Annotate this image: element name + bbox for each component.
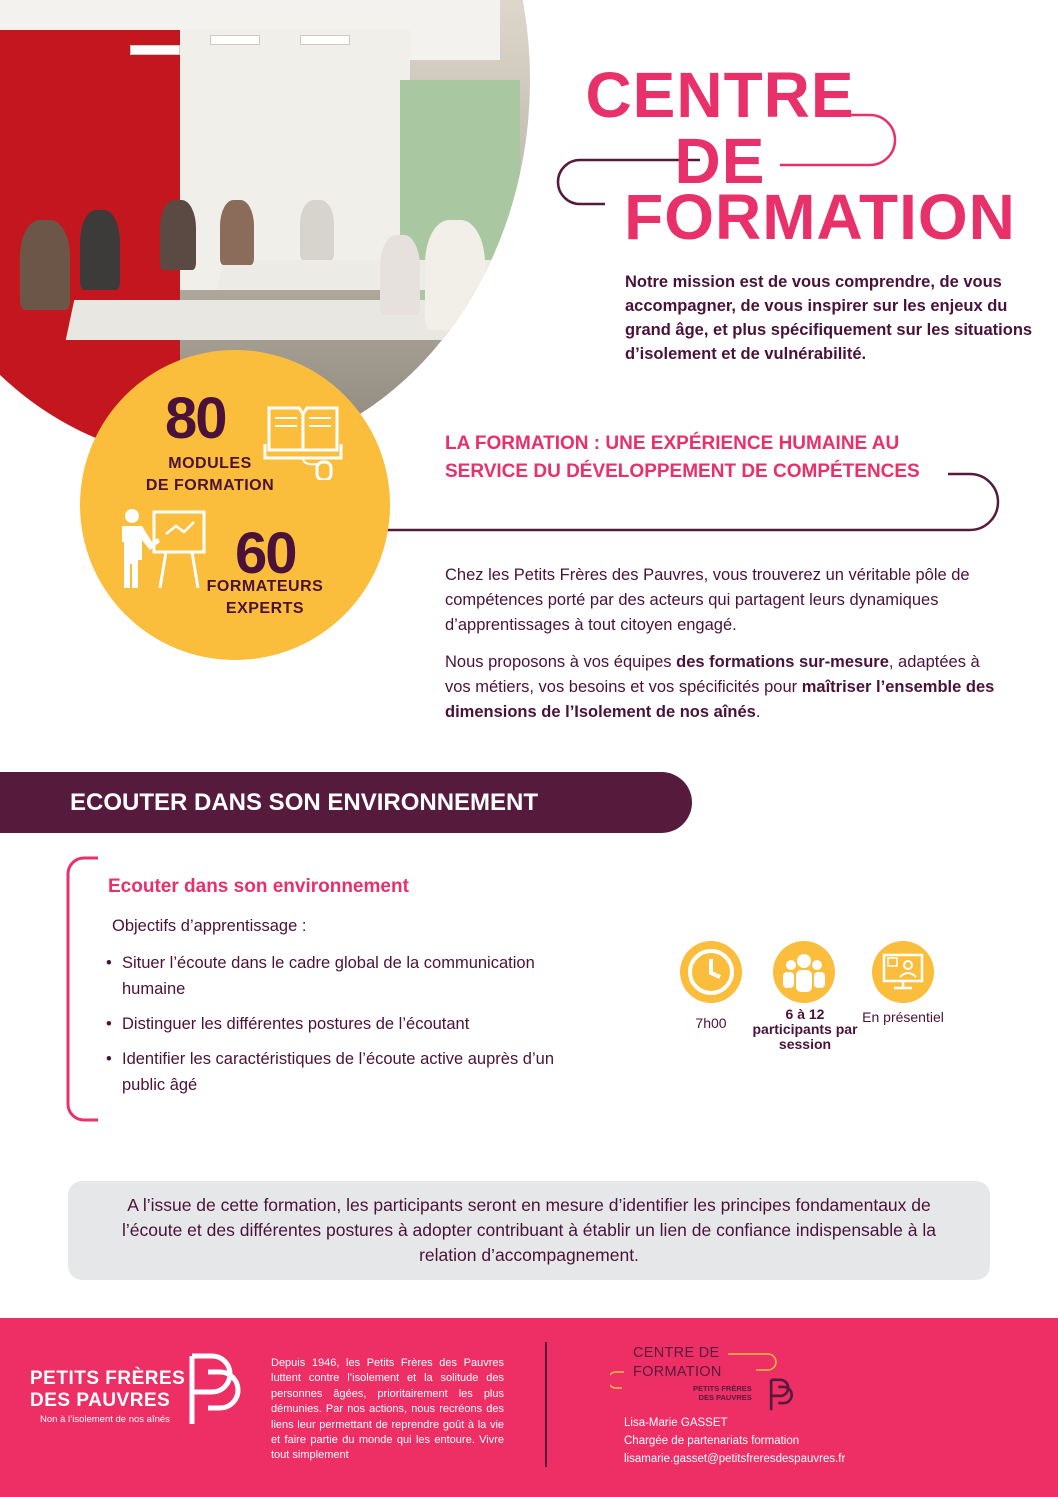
trainers-label-line2: EXPERTS [225,600,305,617]
pfp-logo-icon [186,1352,242,1428]
contact-name: Lisa-Marie GASSET [624,1417,728,1429]
footer-brand [30,1368,185,1412]
footer-tagline: Non à l’isolement de nos aînés [40,1414,170,1425]
contact-role: Chargée de partenariats formation [624,1435,800,1447]
objectives-list [106,950,586,1107]
page-title-line2: DE [674,125,766,197]
footer-mini-brand-line1: PETITS FRÈRES [693,1384,752,1393]
intro-paragraph-1: Chez les Petits Frères des Pauvres, vous trouverez un véritable pôle de compétences porté par des acteurs qui partagent leurs dynamiques d’apprentissages à tout citoyen engagé. [445,566,970,634]
list-item: • Identifier les caractéristiques de l’écoute active auprès d’un public âgé [106,1046,586,1098]
stats-circle [80,350,390,660]
list-item: • Distinguer les différentes postures de l’écoutant [106,1011,586,1037]
participants-label: 6 à 12 participants par session [752,1006,858,1052]
footer-mini-brand [693,1384,752,1402]
page-title: CENTRE [585,59,855,131]
course-title: Ecouter dans son environnement [108,876,409,897]
trainers-count: 60 [235,521,296,586]
modules-label-line2: DE FORMATION [145,477,275,494]
footer-centre-line1: CENTRE DE [633,1345,720,1361]
clock-icon [680,941,742,1003]
section-subtitle: LA FORMATION : UNE EXPÉRIENCE HUMAINE AU SERVICE DU DÉVELOPPEMENT DE COMPÉTENCES [445,433,920,482]
footer-contact [624,1414,845,1468]
footer-brand-line1: PETITS FRÈRES [30,1368,186,1389]
contact-email[interactable]: lisamarie.gasset@petitsfreresdespauvres.fr [624,1453,846,1465]
page-title-line3: FORMATION [624,181,1016,253]
modules-count: 80 [165,386,226,451]
mission-statement: Notre mission est de vous comprendre, de vous accompagner, de vous inspirer sur les enjeux du grand âge, et plus spécifiquement sur les situations d’isolement et de vulnérabilité. [625,273,1033,363]
objectives-label: Objectifs d’apprentissage : [112,917,307,935]
format-label: En présentiel [862,1009,944,1025]
group-icon [773,941,835,1003]
footer-brand-line2: DES PAUVRES [30,1390,171,1411]
duration-label: 7h00 [695,1015,727,1031]
trainers-label [190,576,340,620]
footer-divider [545,1342,547,1467]
footer-about: Depuis 1946, les Petits Frères des Pauvres luttent contre l’isolement et la solitude des personnes âgées, prioritairement les plus démunies. Par nos actions, nous recréons des liens leur permettant de reprendre goût à la vie et faire partie du monde qui les entoure. Vivre tout simplement [271,1357,504,1462]
list-item: • Situer l’écoute dans le cadre global de la communication humaine [106,950,586,1002]
book-mouse-icon [263,400,343,480]
result-box: A l’issue de cette formation, les participants seront en mesure d’identifier les principes fondamentaux de l’écoute et des différentes postures à adopter contribuant à établir un lien de confiance indispensable à la relation d’accompagnement. [68,1181,990,1280]
footer [0,1318,1058,1497]
trainers-label-line1: FORMATEURS [206,578,324,595]
section-banner: ECOUTER DANS SON ENVIRONNEMENT [0,772,692,833]
modules-label-line1: MODULES [168,455,252,472]
footer-centre-line2: FORMATION [633,1364,722,1380]
pfp-mini-logo-icon [768,1378,794,1412]
intro-paragraph-2: Nous proposons à vos équipes des formations sur-mesure, adaptées à vos métiers, vos besoins et vos spécificités pour maîtriser l’ensemble des dimensions de l’Isolement de nos aînés. [445,653,995,721]
footer-mini-brand-line2: DES PAUVRES [698,1393,752,1402]
presential-screen-icon [872,941,934,1003]
